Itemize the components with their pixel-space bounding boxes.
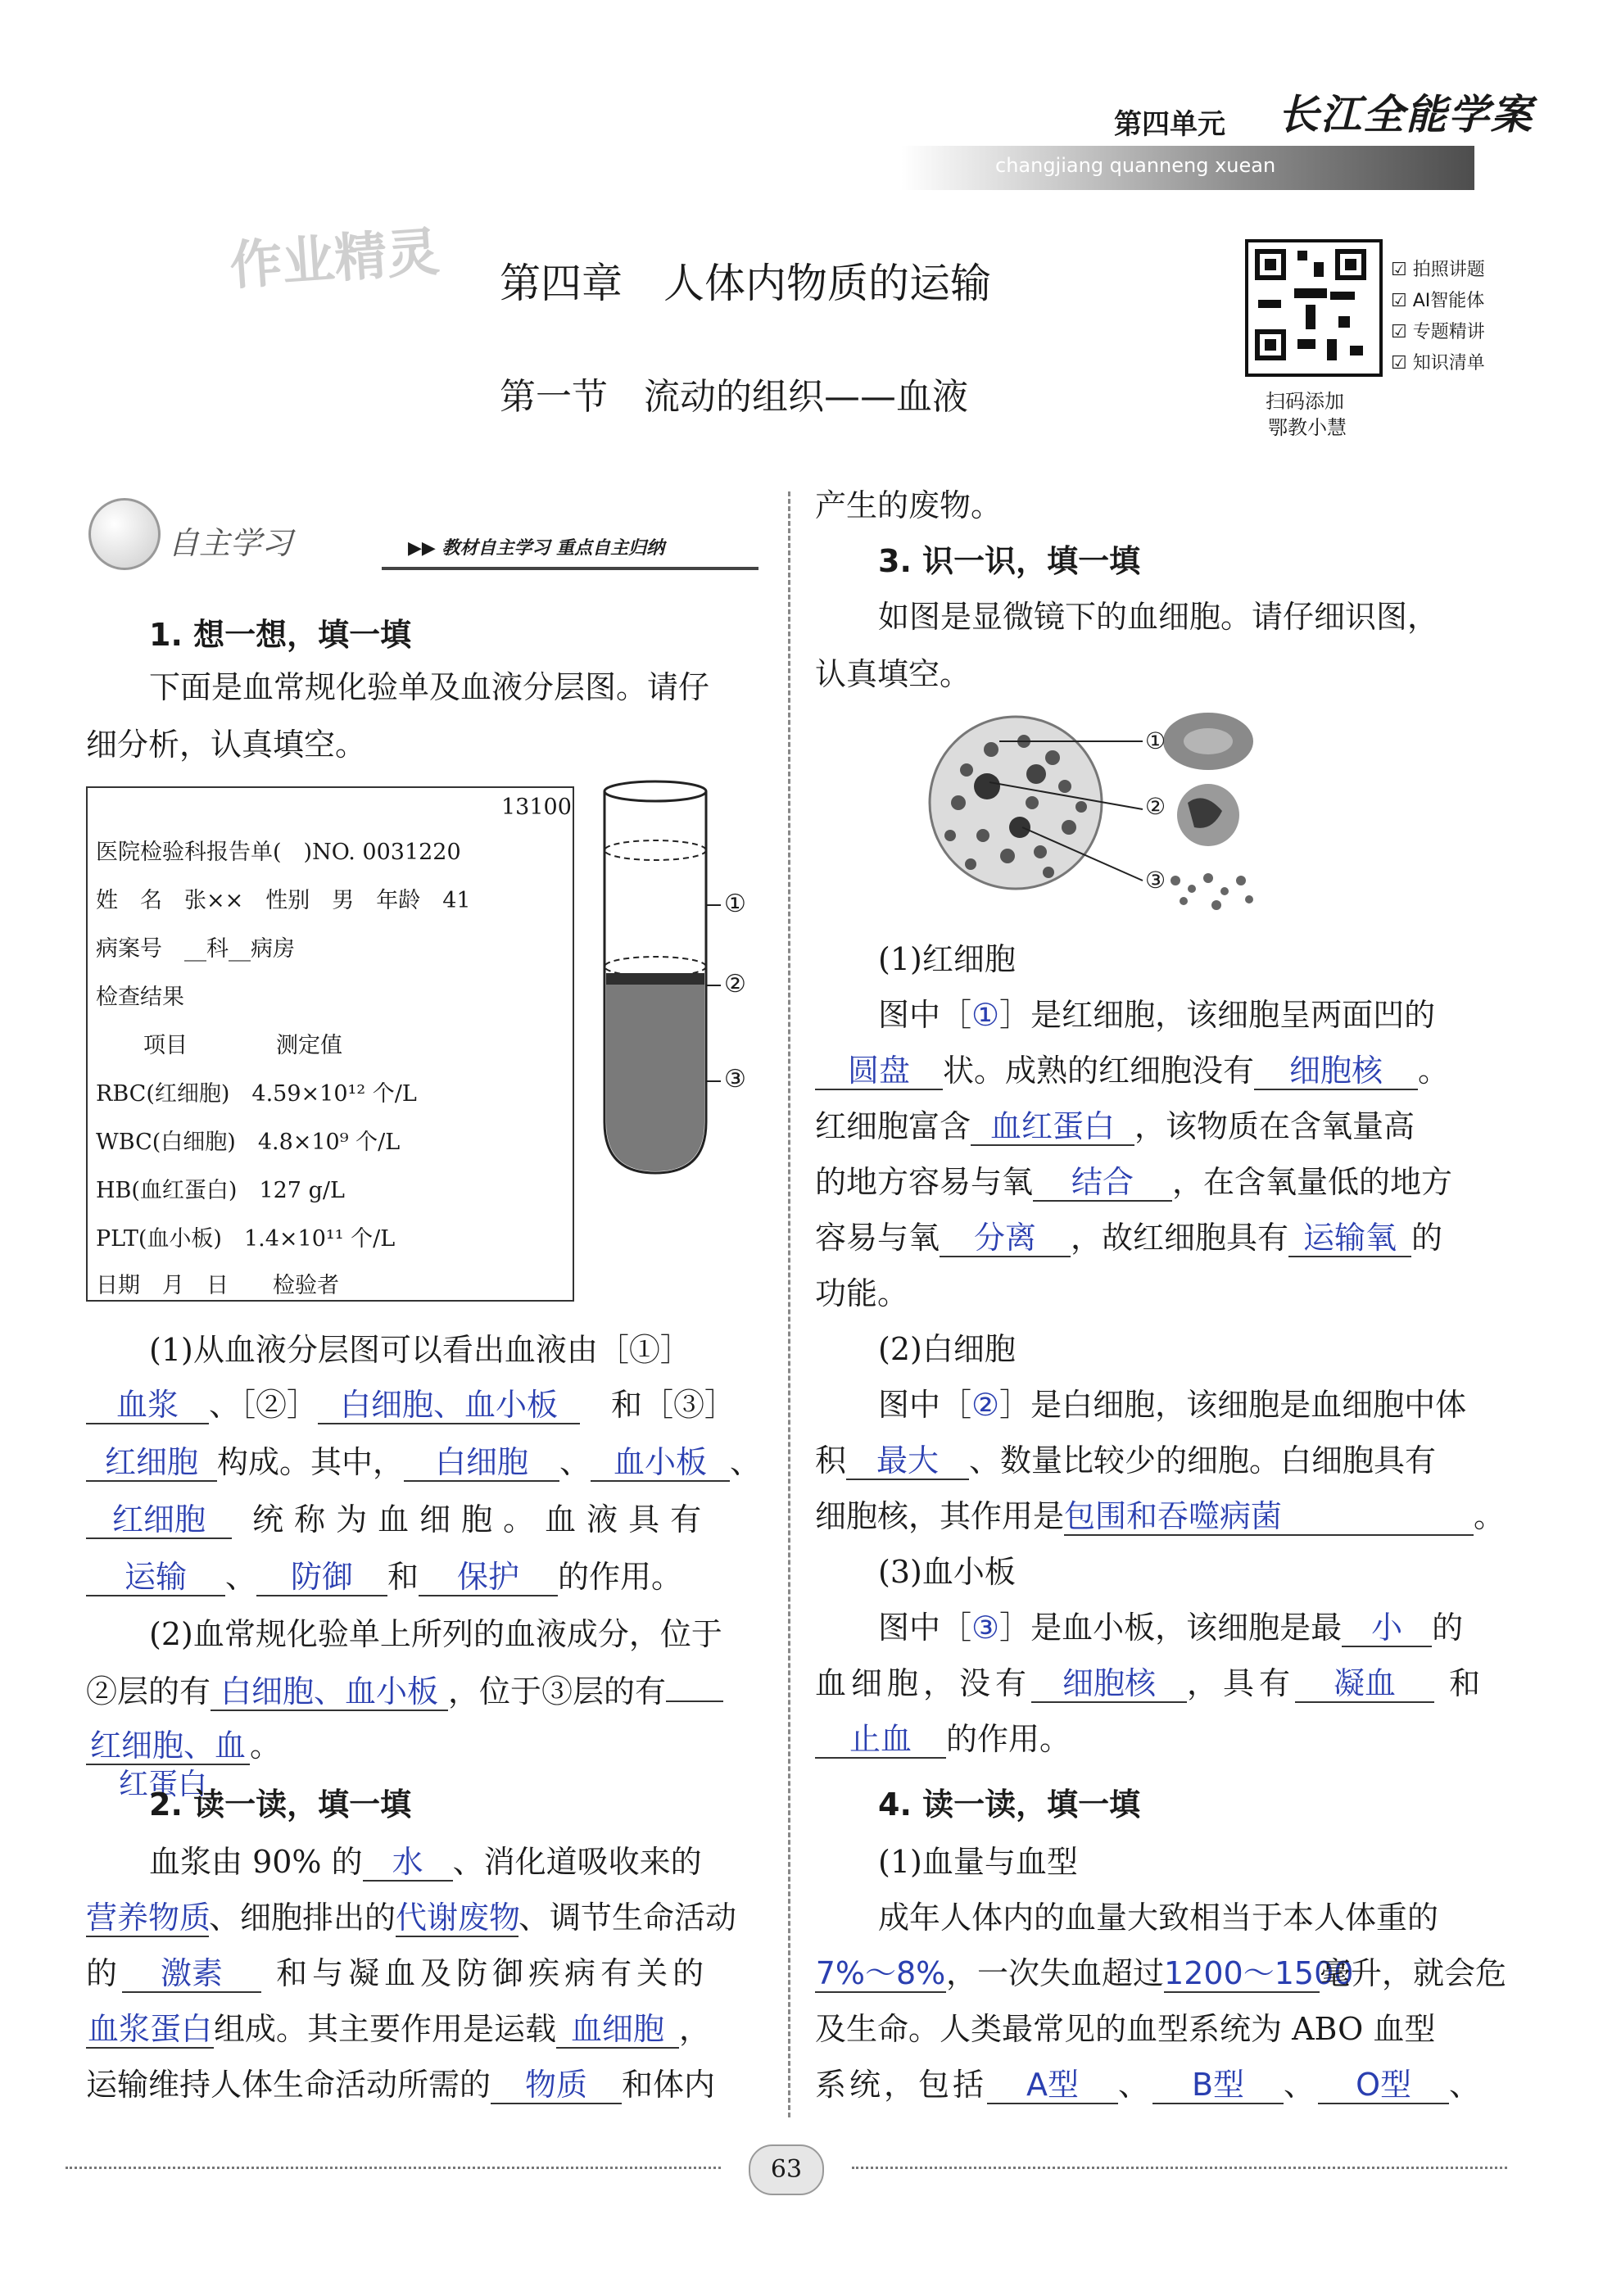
wbc-line1: 图中［②］是白细胞，该细胞是血细胞中体 [878,1387,1467,1423]
fig-label-2: ② [1145,793,1166,820]
column-divider [788,491,790,2117]
answer-stop: 止血 [815,1723,946,1759]
page-number-badge [749,2144,824,2195]
section-title: 第一节 流动的组织——血液 [500,376,968,418]
qr-caption-2: 鄂教小慧 [1268,416,1347,439]
q4-line1: 成年人体内的血量大致相当于本人体重的 [878,1900,1439,1936]
answer-defense: 防御 [256,1560,387,1596]
rbc-line2: 圆盘 状。成熟的红细胞没有 细胞核 。 [815,1052,1449,1090]
q2-line3: 的 激素 和与凝血及防御疾病有关的 [86,1955,709,1991]
q2-line5: 运输维持人体生命活动所需的 物质 和体内 [86,2067,716,2103]
footer-ornament-right [852,2167,1507,2169]
watermark: 作业精灵 [228,222,442,297]
page-number: 63 [770,2155,803,2184]
qr-feature-2: ☑ AI智能体 [1391,291,1485,311]
answer-engulf: 包围和吞噬病菌 [1064,1500,1474,1536]
plt-title: (3)血小板 [878,1554,1016,1590]
report-date-row: 日期 月 日 检验者 [96,1273,339,1298]
q1-intro-1: 下面是血常规化验单及血液分层图。请仔 [149,669,710,705]
answer-layer2: 白细胞、血小板 [211,1675,448,1711]
answer-rbc-2: 红细胞 [86,1503,232,1539]
fig-label-3: ③ [1145,867,1166,894]
q1-p1-line4: 红细胞 统称为血细胞。血液具有 [86,1501,712,1539]
q3-intro-1: 如图是显微镜下的血细胞。请仔细识图， [878,599,1439,635]
answer-wbc-num: ② [971,1387,1000,1423]
answer-nucleus: 细胞核 [1254,1054,1418,1090]
report-rbc: RBC(红细胞) 4.59×10¹² 个/L [96,1081,417,1107]
answer-protein: 血浆蛋白 [87,2011,212,2047]
study-banner-rule [382,567,758,570]
qr-feature-3: ☑ 专题精讲 [1391,322,1485,342]
answer-transport: 运输 [86,1560,225,1596]
answer-wbc-plt: 白细胞、血小板 [318,1388,580,1424]
brand-logo: 长江全能学案 [1278,90,1533,138]
report-title: 医院检验科报告单( )NO. 0031220 [96,840,461,865]
q4-heading: 4. 读一读，填一填 [878,1787,1141,1823]
answer-hormone: 激素 [122,1957,261,1993]
answer-type-a: A型 [987,2068,1118,2104]
q1-p2-line1: (2)血常规化验单上所列的血液成分，位于 [149,1616,722,1652]
answer-plasma: 血浆 [86,1388,209,1424]
unit-label: 第四单元 [1114,108,1225,141]
q4-line2: 7%～8%，一次失血超过1200～1500毫升，就会危 [815,1955,1507,1991]
tube-label-3: ③ [724,1065,746,1094]
report-plt: PLT(血小板) 1.4×10¹¹ 个/L [96,1226,396,1252]
qr-code[interactable] [1245,239,1383,377]
answer-substances: 物质 [491,2068,622,2104]
rbc-line3: 红细胞富含 血红蛋白 ，该物质在含氧量高 [815,1108,1415,1144]
qr-caption-1: 扫码添加 [1266,390,1344,413]
study-banner-globe-icon [88,498,161,570]
q1-p1-line2: 血浆 、［②］ 白细胞、血小板 和［③］ [86,1386,736,1424]
q2-line2: 营养物质、细胞排出的代谢废物、调节生命活动 [86,1900,737,1936]
answer-water: 水 [363,1845,453,1882]
report-result-label: 检查结果 [96,985,184,1010]
answer-disc: 圆盘 [815,1054,943,1090]
report-col-headers: 项目 测定值 [143,1033,342,1058]
answer-rbc: 红细胞 [86,1446,217,1482]
footer-ornament-left [66,2167,721,2169]
report-case-row: 病案号 __科__病房 [96,936,295,962]
study-banner-slogan: ▶▶ 教材自主学习 重点自主归纳 [408,538,665,559]
answer-bind: 结合 [1033,1166,1172,1202]
lab-report [86,786,574,1302]
rbc-line4: 的地方容易与氧 结合 ，在含氧量低的地方 [815,1164,1453,1200]
blood-cell-micrograph [926,704,1311,926]
plt-line2: 血细胞，没有 细胞核 ，具有 凝血 和 [815,1665,1486,1701]
q2-line1: 血浆由 90% 的 水 、消化道吸收来的 [149,1844,702,1880]
answer-small: 小 [1342,1611,1432,1647]
answer-rbc-num: ① [971,997,1000,1033]
q2-line6: 产生的废物。 [815,487,1003,523]
report-wbc: WBC(白细胞) 4.8×10⁹ 个/L [96,1130,401,1155]
q4-line3: 及生命。人类最常见的血型系统为 ABO 血型 [815,2011,1436,2047]
wbc-line2: 积 最大 、数量比较少的细胞。白细胞具有 [815,1442,1437,1479]
answer-layer3a: 红细胞、血 [86,1729,250,1765]
tube-label-1: ① [724,890,746,918]
answer-separate: 分离 [940,1221,1071,1257]
answer-percent: 7%～8% [815,1955,946,1991]
q1-intro-2: 细分析，认真填空。 [86,727,367,763]
qr-feature-1: ☑ 拍照讲题 [1391,260,1485,280]
answer-nutrients: 营养物质 [86,1900,211,1936]
report-name-row: 姓 名 张×× 性别 男 年龄 41 [96,888,471,913]
rbc-line5: 容易与氧 分离 ，故红细胞具有 运输氧 的 [815,1220,1443,1256]
q2-heading: 2. 读一读，填一填 [149,1787,412,1823]
answer-type-b: B型 [1152,2068,1284,2104]
answer-layer3b: 红蛋白 [119,1768,208,1801]
answer-protect: 保护 [419,1560,558,1596]
rbc-title: (1)红细胞 [878,941,1016,977]
plt-line1: 图中［③］是血小板，该细胞是最 小 的 [878,1610,1464,1646]
q1-heading: 1. 想一想，填一填 [149,617,412,653]
answer-clot: 凝血 [1295,1667,1434,1703]
q4-line4: 系统，包括 A型 、 B型 、 O型 、 [815,2067,1484,2103]
tube-label-2: ② [724,970,746,999]
report-code: 13100 [501,795,572,820]
q1-p2-line2: ②层的有 白细胞、血小板 ，位于③层的有 [86,1673,723,1711]
plt-line3: 止血 的作用。 [815,1720,1071,1759]
fig-label-1: ① [1145,727,1166,754]
q3-heading: 3. 识一识，填一填 [878,543,1141,579]
chapter-title: 第四章 人体内物质的运输 [500,260,991,307]
answer-largest: 最大 [846,1444,969,1480]
answer-ml: 1200～1500 [1164,1955,1354,1991]
rbc-line6: 功能。 [815,1275,909,1311]
answer-hemoglobin: 血红蛋白 [971,1110,1134,1146]
rbc-line1: 图中［①］是红细胞，该细胞呈两面凹的 [878,997,1436,1033]
q1-p1-line1: (1)从血液分层图可以看出血液由［①］ [149,1332,691,1368]
q3-intro-2: 认真填空。 [815,656,971,692]
answer-plt: 血小板 [591,1446,730,1482]
brand-pinyin: changjiang quanneng xuean [995,154,1276,177]
answer-type-o: O型 [1318,2068,1449,2104]
answer-no-nucleus: 细胞核 [1031,1667,1187,1703]
report-hb: HB(血红蛋白) 127 g/L [96,1178,345,1203]
q1-p1-line5: 运输 、 防御 和 保护 的作用。 [86,1558,682,1596]
q1-p2-line3: 红细胞、血 。 [86,1727,281,1765]
wbc-line3: 细胞核，其作用是包围和吞噬病菌 。 [815,1498,1506,1534]
q4-sub: (1)血量与血型 [878,1844,1078,1880]
answer-cells: 血细胞 [556,2013,679,2049]
answer-waste: 代谢废物 [396,1900,521,1936]
q1-p1-line3: 红细胞 构成。其中， 白细胞 、 血小板 、 [86,1443,761,1482]
answer-oxygen: 运输氧 [1288,1221,1411,1257]
qr-feature-4: ☑ 知识清单 [1391,353,1485,374]
q2-line4: 血浆蛋白组成。其主要作用是运载 血细胞 ， [87,2011,711,2047]
wbc-title: (2)白细胞 [878,1331,1016,1367]
study-banner-label: 自主学习 [168,525,293,561]
answer-plt-num: ③ [971,1610,1000,1646]
answer-wbc: 白细胞 [404,1446,559,1482]
